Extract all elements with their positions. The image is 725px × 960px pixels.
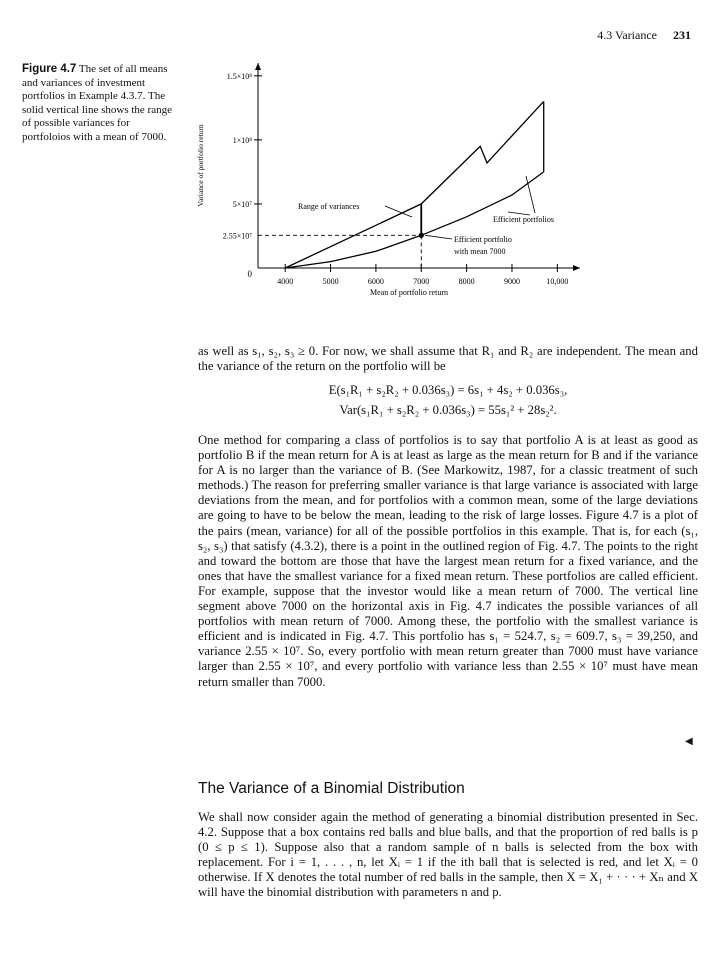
figure-caption: [22, 63, 174, 144]
x-tick-label: 9000: [503, 277, 520, 286]
plot-area: [196, 63, 580, 297]
mean-annotation-pointer: [425, 235, 452, 239]
end-of-example-mark: ◀: [685, 736, 693, 747]
x-tick-label: 6000: [367, 277, 384, 286]
figure-4-7-chart: [190, 55, 590, 305]
range-annotation: Range of variances: [298, 202, 360, 211]
section-title: The Variance of a Binomial Distribution: [198, 780, 465, 797]
mean-annotation-line2: with mean 7000: [454, 247, 506, 256]
equation-variance: Var(s₁R₁ + s₂R₂ + 0.036s₃) = 55s₁² + 28s₂².: [339, 403, 557, 417]
x-tick-label: 7000: [413, 277, 430, 286]
y-tick-label: 1.5×10⁸: [226, 71, 252, 81]
y-axis-label: Variance of portfolio return: [196, 124, 205, 207]
equation-mean: E(s₁R₁ + s₂R₂ + 0.036s₃) = 6s₁ + 4s₂ + 0.036s₃,: [328, 383, 568, 397]
page-number: 231: [673, 28, 691, 42]
x-tick-label: 10,000: [546, 277, 569, 286]
mean-annotation-line1: Efficient portfolio: [454, 235, 512, 244]
efficient-annotation: Efficient portfolios: [493, 215, 554, 224]
paragraph-1: as well as s₁, s₂, s₃ ≥ 0. For now, we shall assume that R₁ and R₂ are independent. The mean and the variance of the return on the portfolio will be: [198, 344, 698, 374]
x-axis-label: Mean of portfolio return: [370, 288, 448, 297]
paragraph-3: We shall now consider again the method of generating a binomial distribution presented in Sec. 4.2. Suppose that a box contains red balls and blue balls, and that the proportion of red balls is p (0 ≤ p ≤ 1). Suppose also that a random sample of n balls is selected from the box with replacement. For i = 1, . . . , n, let Xᵢ = 1 if the ith ball that is selected is red, and let Xᵢ = 0 otherwise. If X denotes the total number of red balls in the sample, then X = X₁ + · · · + Xₙ and X will have the binomial distribution with parameters n and p.: [198, 810, 698, 900]
running-head: [597, 28, 691, 43]
y-tick-label: 5×10⁷: [232, 199, 252, 209]
x-tick-label: 8000: [458, 277, 475, 286]
y-marker-label: 2.55×10⁷: [222, 231, 252, 241]
origin-label: 0: [247, 269, 252, 279]
efficient-portfolio-point: [419, 233, 424, 238]
x-axis-arrow: [573, 265, 580, 271]
x-tick-label: 4000: [277, 277, 294, 286]
figure-label: Figure 4.7: [22, 63, 77, 75]
section-header: 4.3 Variance: [597, 28, 657, 42]
paragraph-2: One method for comparing a class of portfolios is to say that portfolio A is at least as good as portfolio B if the mean return for A is at least as large as the mean return for B and if the variance for A is no larger than the variance of B. (See Markowitz, 1987, for a classic treatment of such methods.) The reason for preferring smaller variance is that large variance is associated with large deviations from the mean, and for portfolios with a common mean, some of the large deviations are going to have to be below the mean, leading to the risk of large losses. Figure 4.7 is a plot of the pairs (mean, variance) for all of the possible portfolios in this example. That is, for each (s₁, s₂, s₃) that satisfy (4.3.2), there is a point in the outlined region of Fig. 4.7. The points to the right and toward the bottom are those that have the largest mean return for a fixed variance, and the ones that have the smallest variance for a fixed mean return. These portfolios are called efficient. For example, suppose that the investor would like a mean return of 7000. The vertical line segment above 7000 on the horizontal axis in Fig. 4.7 indicates the possible variances of all portfolios with mean return of 7000. Among these, the portfolio with the smallest variance is efficient and is indicated in Fig. 4.7. This portfolio has s₁ = 524.7, s₂ = 609.7, s₃ = 39,250, and variance 2.55 × 10⁷. So, every portfolio with mean return greater than 7000 must have variance larger than 2.55 × 10⁷, and every portfolio with variance less than 2.55 × 10⁷ must have mean return smaller than 7000.: [198, 433, 698, 689]
y-tick-label: 1×10⁸: [232, 135, 252, 145]
y-axis-arrow: [255, 63, 261, 70]
x-tick-label: 5000: [322, 277, 339, 286]
caption-text: The set of all means and variances of investment portfolios in Example 4.3.7. The solid vertical line shows the range of possible variances for portfoloios with a mean of 7000.: [22, 63, 172, 143]
